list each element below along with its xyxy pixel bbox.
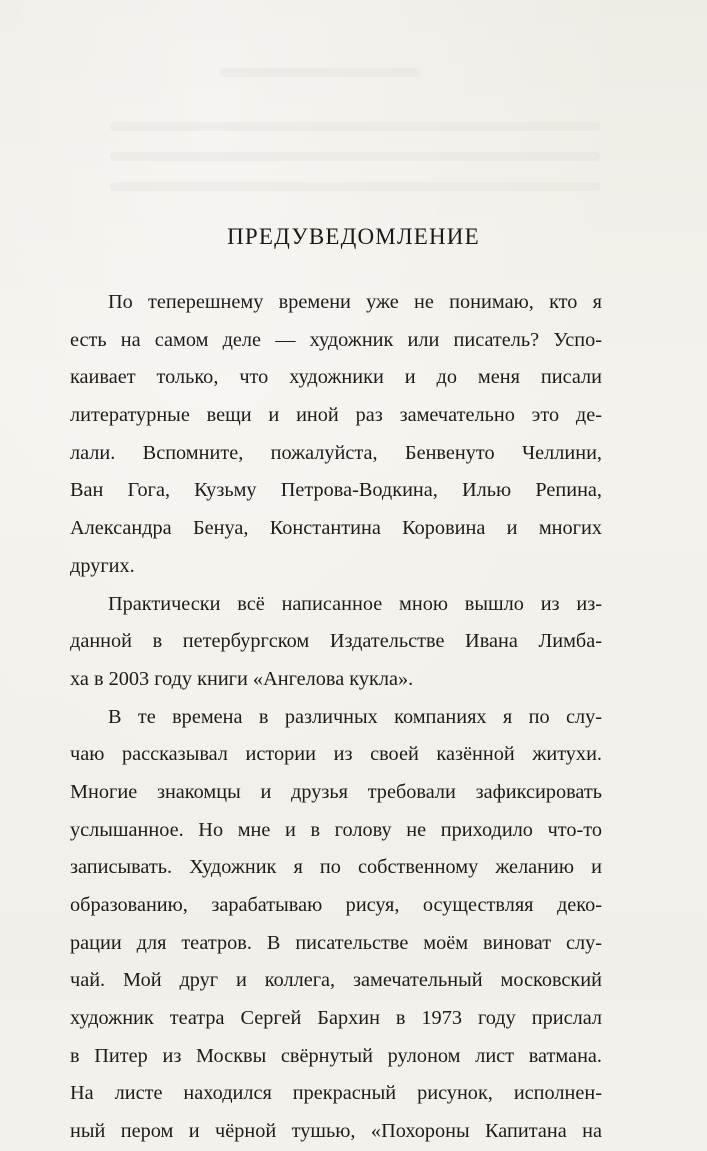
chapter-heading: ПРЕДУВЕДОМЛЕНИЕ	[227, 224, 480, 249]
text-line: в Питер из Москвы свёрнутый рулоном лист ватмана.	[70, 1044, 602, 1067]
text-line: На листе находился прекрасный рисунок, исполнен-	[70, 1082, 602, 1105]
body-text	[70, 284, 602, 1151]
text-line: Александра Бенуа, Константина Коровина и многих	[70, 517, 602, 540]
text-line: Ван Гога, Кузьму Петрова-Водкина, Илью Репина,	[70, 479, 602, 502]
text-line: записывать. Художник я по собственному желанию и	[70, 856, 602, 879]
text-line: В те времена в различных компаниях я по слу-	[108, 705, 602, 728]
text-line: художник театра Сергей Бархин в 1973 году прислал	[70, 1007, 602, 1030]
text-line: есть на самом деле — художник или писатель? Успо-	[70, 328, 602, 351]
text-line: других.	[70, 554, 135, 577]
text-line: чай. Мой друг и коллега, замечательный московский	[70, 969, 602, 992]
text-line: рации для театров. В писательстве моём виноват слу-	[70, 931, 602, 954]
text-line: каивает только, что художники и до меня писали	[70, 366, 602, 389]
text-line: данной в петербургском Издательстве Ивана Лимба-	[70, 630, 602, 653]
show-through-mark	[110, 122, 600, 131]
text-line: литературные вещи и иной раз замечательно это де-	[70, 404, 602, 427]
show-through-mark	[220, 68, 420, 77]
text-line: По теперешнему времени уже не понимаю, кто я	[108, 291, 602, 313]
show-through-mark	[110, 182, 600, 191]
text-line: Многие знакомцы и друзья требовали зафиксировать	[70, 780, 602, 803]
text-line: чаю рассказывал истории из своей казённой житухи.	[70, 743, 602, 766]
text-line: услышанное. Но мне и в голову не приходило что-то	[70, 818, 602, 841]
text-line: лали. Вспомните, пожалуйста, Бенвенуто Челлини,	[70, 441, 602, 464]
text-line: ха в 2003 году книги «Ангелова кукла».	[70, 667, 414, 690]
text-line: Практически всё написанное мною вышло из из-	[108, 592, 602, 615]
text-line: образованию, зарабатываю рисуя, осуществляя деко-	[70, 894, 602, 916]
show-through-mark	[110, 152, 600, 161]
text-line: ный пером и чёрной тушью, «Похороны Капитана на	[70, 1120, 602, 1143]
